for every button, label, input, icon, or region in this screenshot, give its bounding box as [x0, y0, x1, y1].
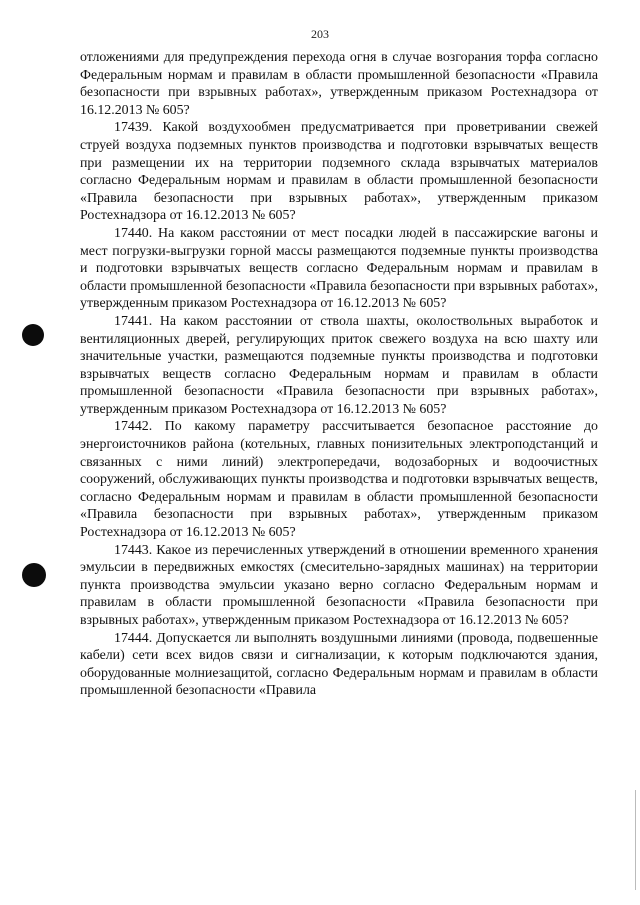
- page-number: 203: [311, 27, 329, 41]
- question-17443: 17443. Какое из перечисленных утверждений в отношении временного хранения эмульсии в передвижных емкостях (смесительно-зарядных машинах) на территории пункта производства эмульсии указано верно согласно Федеральным нормам и правилам в области промышленной безопасности «Правила безопасности при взрывных работах», утвержденным приказом Ростехнадзора от 16.12.2013 № 605?: [80, 542, 598, 628]
- question-17441: 17441. На каком расстоянии от ствола шахты, околоствольных выработок и вентиляционных дверей, регулирующих приток свежего воздуха на всю шахту или значительные участки, размещаются подземные пункты производства и подготовки взрывчатых веществ согласно Федеральным нормам и правилам в области промышленной безопасности «Правила безопасности при взрывных работах», утвержденным приказом Ростехнадзора от 16.12.2013 № 605?: [80, 313, 598, 417]
- paragraph-continuation: отложениями для предупреждения перехода огня в случае возгорания торфа согласно Федеральным нормам и правилам в области промышленной безопасности «Правила безопасности при взрывных работах», утвержденным приказом Ростехнадзора от 16.12.2013 № 605?: [80, 50, 598, 118]
- binder-hole-bottom: [22, 563, 46, 587]
- question-17440: 17440. На каком расстоянии от мест посадки людей в пассажирские вагоны и мест погрузки-выгрузки горной массы размещаются подземные пункты производства и подготовки взрывчатых веществ согласно Федеральным нормам и правилам в области промышленной безопасности «Правила безопасности при взрывных работах», утвержденным приказом Ростехнадзора от 16.12.2013 № 605?: [80, 225, 598, 312]
- document-body: [80, 49, 598, 700]
- scan-edge-line: [635, 790, 636, 890]
- question-17439: 17439. Какой воздухообмен предусматривается при проветривании свежей струей воздуха подземных пунктов производства и подготовки взрывчатых веществ при размещении их на территории подземного склада взрывчатых материалов согласно Федеральным нормам и правилам в области промышленной безопасности «Правила безопасности при взрывных работах», утвержденным приказом Ростехнадзора от 16.12.2013 № 605?: [80, 120, 598, 224]
- question-17444: 17444. Допускается ли выполнять воздушными линиями (провода, подвешенные кабели) сети всех видов связи и сигнализации, к которым подключаются здания, оборудованные молниезащитой, согласно Федеральным нормам и правилам в области промышленной безопасности «Правила: [80, 630, 598, 699]
- binder-hole-top: [22, 324, 44, 346]
- question-17442: 17442. По какому параметру рассчитывается безопасное расстояние до энергоисточников района (котельных, главных понизительных электроподстанций и связанных с ними линий) электропередачи, водозаборных и водоочистных сооружений, обслуживающих пункты производства и подготовки взрывчатых веществ, согласно Федеральным нормам и правилам в области промышленной безопасности «Правила безопасности при взрывных работах», утвержденным приказом Ростехнадзора от 16.12.2013 № 605?: [80, 419, 598, 541]
